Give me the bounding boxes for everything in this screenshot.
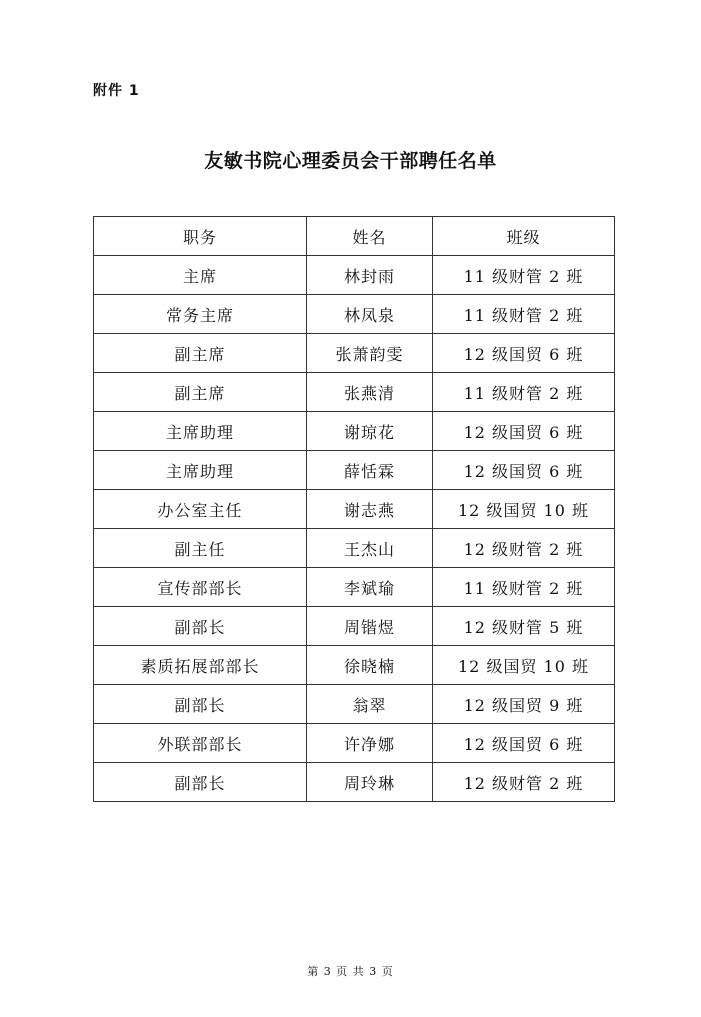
header-position: 职务 (94, 217, 307, 256)
position-cell: 副部长 (94, 763, 307, 802)
position-cell: 办公室主任 (94, 490, 307, 529)
table-row (94, 490, 615, 529)
attachment-label: 附件 1 (93, 83, 140, 99)
table-row (94, 724, 615, 763)
table-header-row (94, 217, 615, 256)
header-class: 班级 (433, 217, 615, 256)
table-row (94, 451, 615, 490)
position-cell: 副主席 (94, 373, 307, 412)
name-cell: 周玲琳 (307, 763, 433, 802)
class-cell: 11 级财管 2 班 (433, 373, 615, 412)
document-title: 友敏书院心理委员会干部聘任名单 (204, 150, 497, 172)
table-row (94, 685, 615, 724)
position-cell: 副主任 (94, 529, 307, 568)
position-cell: 副部长 (94, 607, 307, 646)
name-cell: 张萧韵雯 (307, 334, 433, 373)
position-cell: 副主席 (94, 334, 307, 373)
table-row (94, 412, 615, 451)
class-cell: 12 级国贸 6 班 (433, 334, 615, 373)
table-row (94, 256, 615, 295)
name-cell: 张燕清 (307, 373, 433, 412)
class-cell: 11 级财管 2 班 (433, 568, 615, 607)
table-row (94, 529, 615, 568)
class-cell: 12 级国贸 10 班 (433, 490, 615, 529)
position-cell: 主席 (94, 256, 307, 295)
name-cell: 薛恬霖 (307, 451, 433, 490)
name-cell: 李斌瑜 (307, 568, 433, 607)
position-cell: 副部长 (94, 685, 307, 724)
page-number-footer: 第 3 页 共 3 页 (307, 965, 394, 978)
table-row (94, 295, 615, 334)
table-row (94, 373, 615, 412)
table-row (94, 763, 615, 802)
class-cell: 11 级财管 2 班 (433, 256, 615, 295)
name-cell: 许净娜 (307, 724, 433, 763)
name-cell: 翁翠 (307, 685, 433, 724)
name-cell: 王杰山 (307, 529, 433, 568)
name-cell: 徐晓楠 (307, 646, 433, 685)
class-cell: 12 级国贸 6 班 (433, 724, 615, 763)
class-cell: 12 级国贸 10 班 (433, 646, 615, 685)
table-row (94, 334, 615, 373)
position-cell: 主席助理 (94, 412, 307, 451)
class-cell: 12 级国贸 6 班 (433, 412, 615, 451)
position-cell: 外联部部长 (94, 724, 307, 763)
class-cell: 12 级国贸 9 班 (433, 685, 615, 724)
name-cell: 林凤泉 (307, 295, 433, 334)
name-cell: 周锴煜 (307, 607, 433, 646)
position-cell: 素质拓展部部长 (94, 646, 307, 685)
table-row (94, 646, 615, 685)
appointment-table (93, 216, 615, 802)
class-cell: 12 级财管 2 班 (433, 763, 615, 802)
position-cell: 主席助理 (94, 451, 307, 490)
name-cell: 林封雨 (307, 256, 433, 295)
table-row (94, 568, 615, 607)
class-cell: 12 级财管 5 班 (433, 607, 615, 646)
table-row (94, 607, 615, 646)
header-name: 姓名 (307, 217, 433, 256)
name-cell: 谢琼花 (307, 412, 433, 451)
position-cell: 宣传部部长 (94, 568, 307, 607)
class-cell: 12 级国贸 6 班 (433, 451, 615, 490)
name-cell: 谢志燕 (307, 490, 433, 529)
position-cell: 常务主席 (94, 295, 307, 334)
class-cell: 11 级财管 2 班 (433, 295, 615, 334)
class-cell: 12 级财管 2 班 (433, 529, 615, 568)
